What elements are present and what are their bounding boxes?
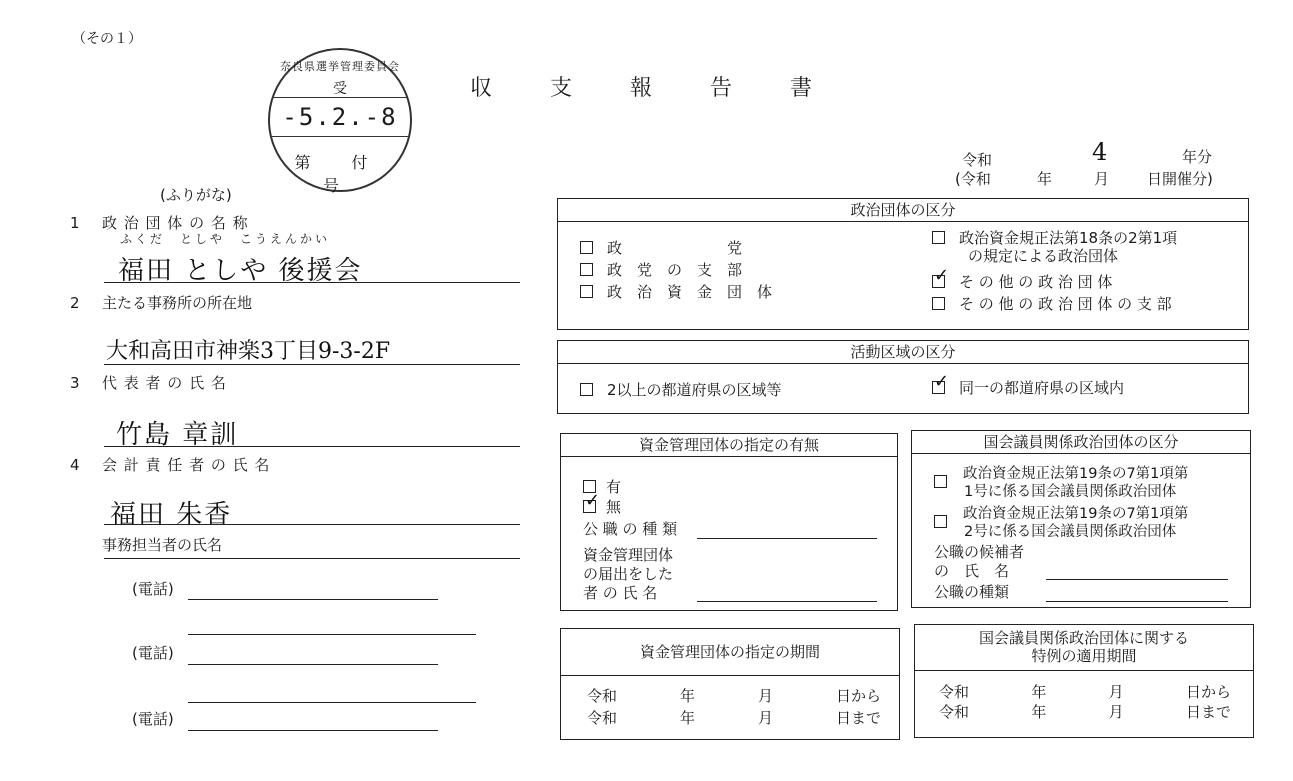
checkbox-icon[interactable] <box>580 241 593 254</box>
party-opt-other[interactable]: ✓そ の 他 の 政 治 団 体 <box>932 275 1112 290</box>
year-reiwa-2: (令和 <box>955 170 991 188</box>
item4-value: 福田 朱香 <box>110 500 233 530</box>
fund-opt-yes[interactable]: 有 <box>583 480 621 495</box>
fund-office-type-line <box>697 538 877 539</box>
diet-candidate-label-1: 公職の候補者 <box>934 543 1025 561</box>
phone-line-3 <box>188 730 438 731</box>
diet-period-until-row: 令和 年 月 日まで <box>939 703 1231 721</box>
checkbox-icon[interactable] <box>580 285 593 298</box>
year-kaisai: 日開催分) <box>1147 170 1213 188</box>
diet-candidate-line <box>1046 579 1228 580</box>
phone-line-1 <box>188 599 438 600</box>
checkbox-icon[interactable] <box>580 263 593 276</box>
checkbox-icon[interactable] <box>934 475 947 488</box>
item1-value: 福田 としや 後援会 <box>118 256 363 286</box>
diet-period-from-row: 令和 年 月 日から <box>939 683 1231 701</box>
clerk-label: 事務担当者の氏名 <box>102 536 223 554</box>
diet-period-header-1: 国会議員関係政治団体に関する <box>978 629 1189 647</box>
checkbox-icon[interactable] <box>932 231 945 244</box>
page-label: （その１） <box>72 31 142 47</box>
stamp-receive: 受 <box>333 81 347 97</box>
area-header: 活動区域の区分 <box>558 341 1248 364</box>
phone-label-2: (電話) <box>132 644 174 662</box>
reception-stamp <box>268 48 412 195</box>
year-reiwa: 令和 <box>962 151 993 169</box>
item2-label: 主たる事務所の所在地 <box>102 294 253 312</box>
fund-designation-box <box>560 433 898 611</box>
checkbox-icon[interactable] <box>932 297 945 310</box>
item4-underline <box>104 524 520 525</box>
fund-notifier-label-3: 者 の 氏 名 <box>583 584 658 602</box>
fund-opt-no[interactable]: ✓無 <box>583 500 621 515</box>
item1-number: 1 <box>70 214 80 232</box>
checkbox-icon[interactable] <box>934 515 947 528</box>
item4-label: 会 計 責 任 者 の 氏 名 <box>102 456 271 474</box>
fund-header: 資金管理団体の指定の有無 <box>561 434 897 457</box>
fund-period-box <box>560 628 900 740</box>
fund-notifier-label-1: 資金管理団体 <box>583 546 674 564</box>
phone-label-3: (電話) <box>132 710 174 728</box>
checked-checkbox-icon[interactable] <box>932 275 945 288</box>
diet-period-box <box>914 624 1254 738</box>
item1-furigana: ふくだ としや こうえんかい <box>120 232 331 246</box>
phone-label-1: (電話) <box>132 580 174 598</box>
year-value: 4 <box>1092 138 1110 166</box>
stamp-org: 奈良県選挙管理委員会 <box>280 60 400 73</box>
page-title: 収 支 報 告 書 <box>470 76 831 101</box>
fund-notifier-label-2: の届出をした <box>583 565 674 583</box>
item3-value: 竹島 章訓 <box>116 420 239 450</box>
checkbox-icon[interactable] <box>580 383 593 396</box>
party-opt-fund[interactable]: 政 治 資 金 団 体 <box>580 285 772 300</box>
party-opt-party[interactable]: 政 党 <box>580 241 742 256</box>
area-box <box>557 340 1249 414</box>
diet-header: 国会議員関係政治団体の区分 <box>912 431 1250 454</box>
clerk-line-2 <box>188 634 476 635</box>
party-opt-article18-cont: の規定による政治団体 <box>968 247 1119 265</box>
diet-office-type-line <box>1046 601 1228 602</box>
item2-underline <box>104 364 520 365</box>
diet-period-header-2: 特例の適用期間 <box>1031 647 1137 665</box>
diet-member-box <box>911 430 1251 608</box>
year-nen: 年 <box>1037 170 1053 188</box>
fund-period-until-row: 令和 年 月 日まで <box>587 709 881 727</box>
item4-number: 4 <box>70 456 80 474</box>
party-opt-other-branch[interactable]: そ の 他 の 政 治 団 体 の 支 部 <box>932 297 1172 312</box>
furigana-label: (ふりがな) <box>160 186 232 204</box>
item2-value: 大和高田市神楽3丁目9-3-2F <box>106 339 391 364</box>
diet-candidate-label-2: の 氏 名 <box>934 562 1010 580</box>
stamp-bottom: 第 付 号 <box>294 153 386 195</box>
party-opt-article18[interactable]: 政治資金規正法第18条の2第1項 <box>932 231 1177 246</box>
phone-line-2 <box>188 664 438 665</box>
item1-underline <box>104 282 520 283</box>
diet-period-header <box>915 625 1253 671</box>
diet-office-type-label: 公職の種類 <box>934 583 1010 601</box>
diet-opt-2[interactable]: 政治資金規正法第19条の7第1項第 <box>934 507 1188 528</box>
fund-office-type-label: 公 職 の 種 類 <box>583 520 678 538</box>
fund-period-header: 資金管理団体の指定の期間 <box>561 629 899 676</box>
stamp-date: -5.2.-8 <box>272 97 408 137</box>
clerk-line-3 <box>188 702 476 703</box>
fund-notifier-line <box>697 601 877 602</box>
clerk-underline <box>104 558 520 559</box>
party-type-header: 政治団体の区分 <box>558 199 1248 222</box>
checked-checkbox-icon[interactable] <box>583 500 596 513</box>
item3-number: 3 <box>70 374 80 392</box>
party-type-box <box>557 198 1249 330</box>
item1-label: 政 治 団 体 の 名 称 <box>102 214 249 232</box>
diet-opt-2-cont: 2号に係る国会議員関係政治団体 <box>964 524 1177 540</box>
item3-label: 代 表 者 の 氏 名 <box>102 374 227 392</box>
item3-underline <box>104 446 520 447</box>
checked-checkbox-icon[interactable] <box>932 381 945 394</box>
year-tsuki: 月 <box>1094 170 1110 188</box>
area-opt-single[interactable]: ✓ 同一の都道府県の区域内 <box>932 381 1124 396</box>
year-suffix: 年分 <box>1182 148 1213 166</box>
diet-opt-1[interactable]: 政治資金規正法第19条の7第1項第 <box>934 467 1188 488</box>
diet-opt-1-cont: 1号に係る国会議員関係政治団体 <box>964 484 1177 500</box>
fund-period-from-row: 令和 年 月 日から <box>587 687 881 705</box>
party-opt-branch[interactable]: 政 党 の 支 部 <box>580 263 742 278</box>
item2-number: 2 <box>70 294 80 312</box>
area-opt-multi[interactable]: 2以上の都道府県の区域等 <box>580 383 782 398</box>
